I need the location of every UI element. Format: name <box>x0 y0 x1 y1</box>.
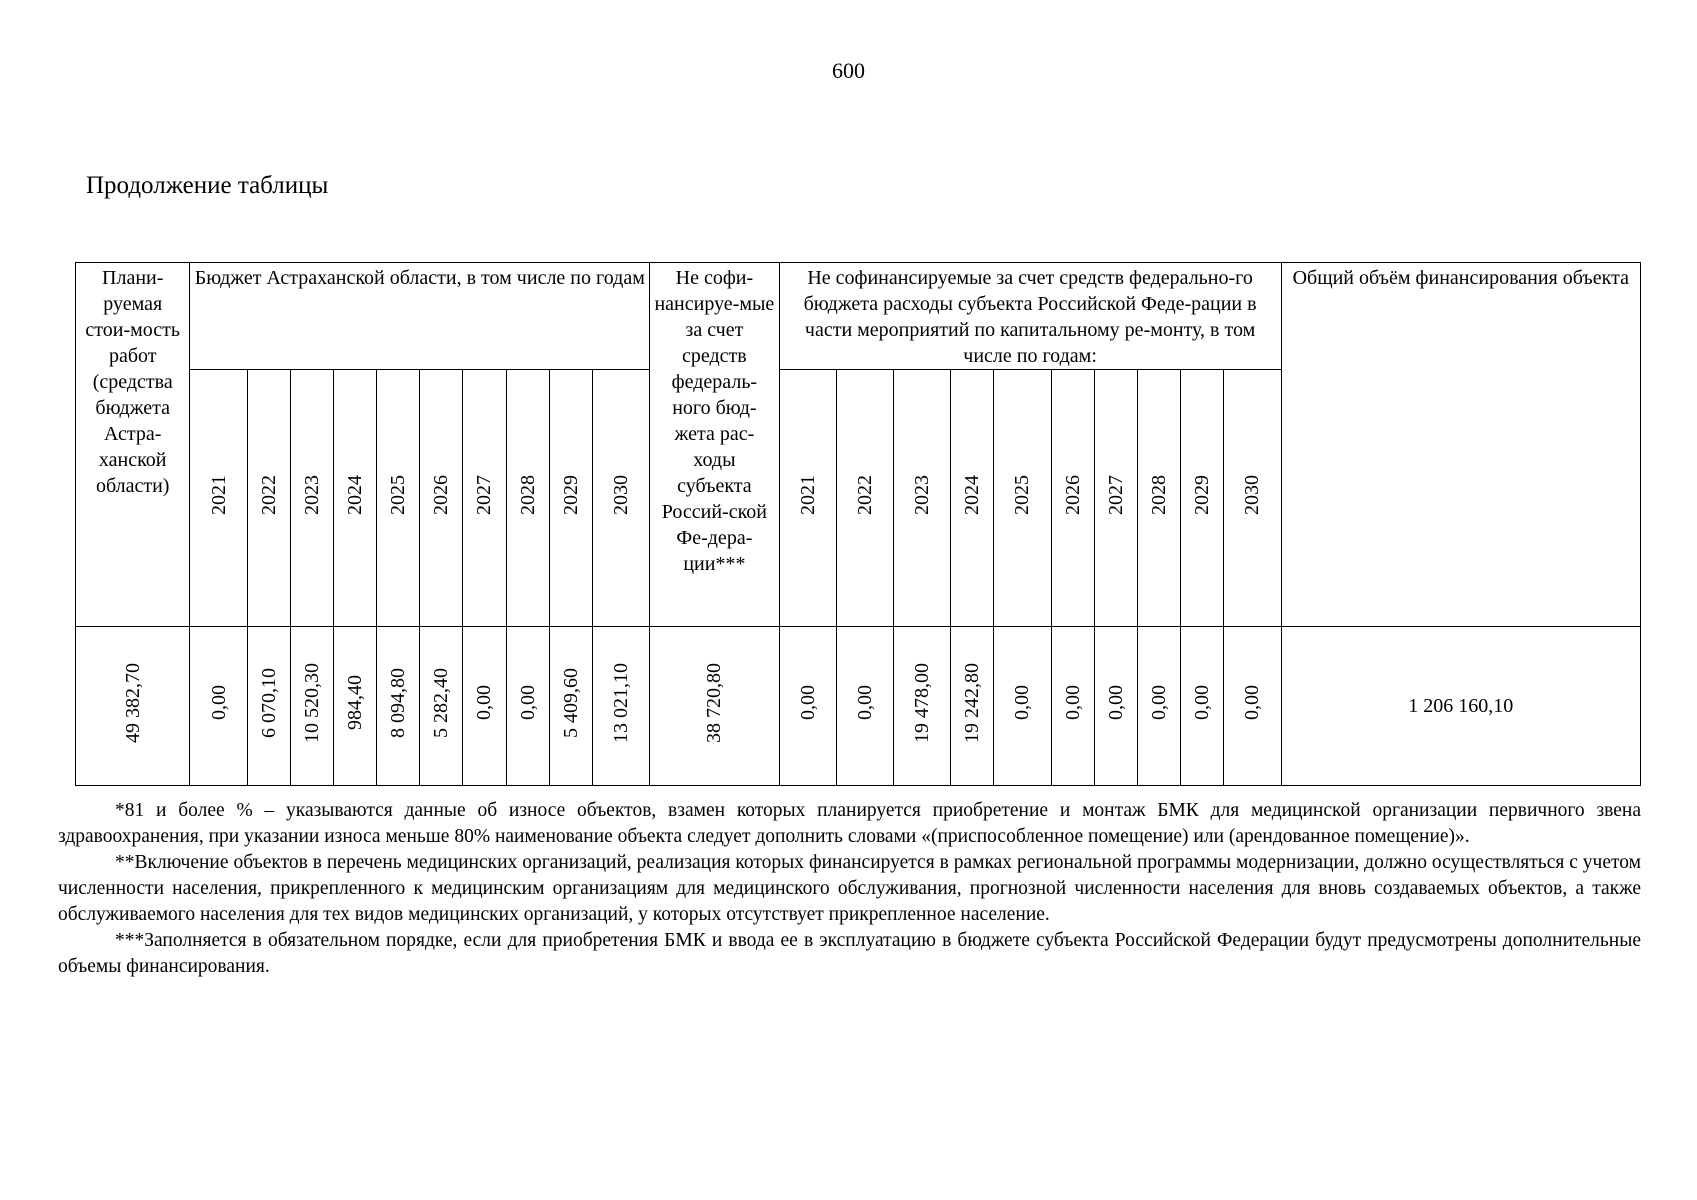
capital-repair-value: 0,00 <box>1094 627 1137 786</box>
capital-year-header: 2029 <box>1181 370 1224 627</box>
total-volume-value: 1 206 160,10 <box>1281 627 1640 786</box>
regional-year-header: 2025 <box>377 370 420 627</box>
capital-repair-value: 0,00 <box>1137 627 1180 786</box>
regional-year-header: 2022 <box>247 370 290 627</box>
regional-year-header: 2026 <box>420 370 463 627</box>
table-row <box>76 627 1641 786</box>
capital-repair-value: 0,00 <box>1224 627 1281 786</box>
planned-cost-header: Плани-руемая стои-мость работ (средства бюджета Астра-ханской области) <box>76 263 190 627</box>
regional-budget-header: Бюджет Астраханской области, в том числе по годам <box>190 263 650 370</box>
capital-repair-value: 19 478,00 <box>894 627 951 786</box>
capital-repair-header: Не софинансируемые за счет средств федерально-го бюджета расходы субъекта Российской Феде-рации в части мероприятий по капитальному ре-монту, в том числе по годам: <box>779 263 1281 370</box>
regional-budget-value: 8 094,80 <box>377 627 420 786</box>
capital-year-header: 2025 <box>994 370 1051 627</box>
capital-repair-value: 0,00 <box>1051 627 1094 786</box>
capital-repair-value: 0,00 <box>994 627 1051 786</box>
total-volume-header: Общий объём финансирования объекта <box>1281 263 1640 627</box>
regional-year-header: 2023 <box>290 370 333 627</box>
capital-year-header: 2030 <box>1224 370 1281 627</box>
footnote: *81 и более % – указываются данные об износе объектов, взамен которых планируется приобретение и монтаж БМК для медицинской организации первичного звена здравоохранения, при указании износа меньше 80% наименование объекта следует дополнить словами «(приспособленное помещение) или (арендованное помещение)». <box>58 800 1641 847</box>
not-cofinanced-value: 38 720,80 <box>650 627 779 786</box>
regional-budget-value: 13 021,10 <box>592 627 649 786</box>
capital-repair-value: 19 242,80 <box>951 627 994 786</box>
footnote: **Включение объектов в перечень медицинских организаций, реализация которых финансируется в рамках региональной программы модернизации, должно осуществляться с учетом численности населения, прикрепленного к медицинским организациям для медицинского обслуживания, прогнозной численности населения для вновь создаваемых объектов, а также обслуживаемого населения для тех видов медицинских организаций, у которых отсутствует прикрепленное население. <box>58 852 1641 925</box>
financing-table <box>75 262 1641 786</box>
capital-year-header: 2027 <box>1094 370 1137 627</box>
regional-year-header: 2028 <box>506 370 549 627</box>
capital-repair-value: 0,00 <box>836 627 893 786</box>
regional-budget-value: 6 070,10 <box>247 627 290 786</box>
regional-year-header: 2027 <box>463 370 506 627</box>
capital-year-header: 2028 <box>1137 370 1180 627</box>
regional-budget-value: 0,00 <box>463 627 506 786</box>
regional-year-header: 2021 <box>190 370 247 627</box>
regional-budget-value: 5 409,60 <box>549 627 592 786</box>
capital-repair-value: 0,00 <box>779 627 836 786</box>
regional-budget-value: 0,00 <box>190 627 247 786</box>
regional-budget-value: 5 282,40 <box>420 627 463 786</box>
capital-year-header: 2026 <box>1051 370 1094 627</box>
regional-year-header: 2024 <box>333 370 376 627</box>
regional-budget-value: 0,00 <box>506 627 549 786</box>
regional-budget-value: 984,40 <box>333 627 376 786</box>
not-cofinanced-header: Не софи-нансируе-мые за счет средств федераль-ного бюд-жета рас-ходы субъекта Россий-ской Фе-дера-ции*** <box>650 263 779 627</box>
planned-cost-value: 49 382,70 <box>76 627 190 786</box>
continuation-title: Продолжение таблицы <box>86 172 329 199</box>
regional-year-header: 2030 <box>592 370 649 627</box>
capital-year-header: 2024 <box>951 370 994 627</box>
footnotes <box>58 798 1641 980</box>
regional-year-header: 2029 <box>549 370 592 627</box>
capital-year-header: 2021 <box>779 370 836 627</box>
capital-year-header: 2023 <box>894 370 951 627</box>
page-number: 600 <box>832 58 865 83</box>
footnote: ***Заполняется в обязательном порядке, если для приобретения БМК и ввода ее в эксплуатацию в бюджете субъекта Российской Федерации будут предусмотрены дополнительные объемы финансирования. <box>58 930 1641 977</box>
regional-budget-value: 10 520,30 <box>290 627 333 786</box>
capital-repair-value: 0,00 <box>1181 627 1224 786</box>
capital-year-header: 2022 <box>836 370 893 627</box>
